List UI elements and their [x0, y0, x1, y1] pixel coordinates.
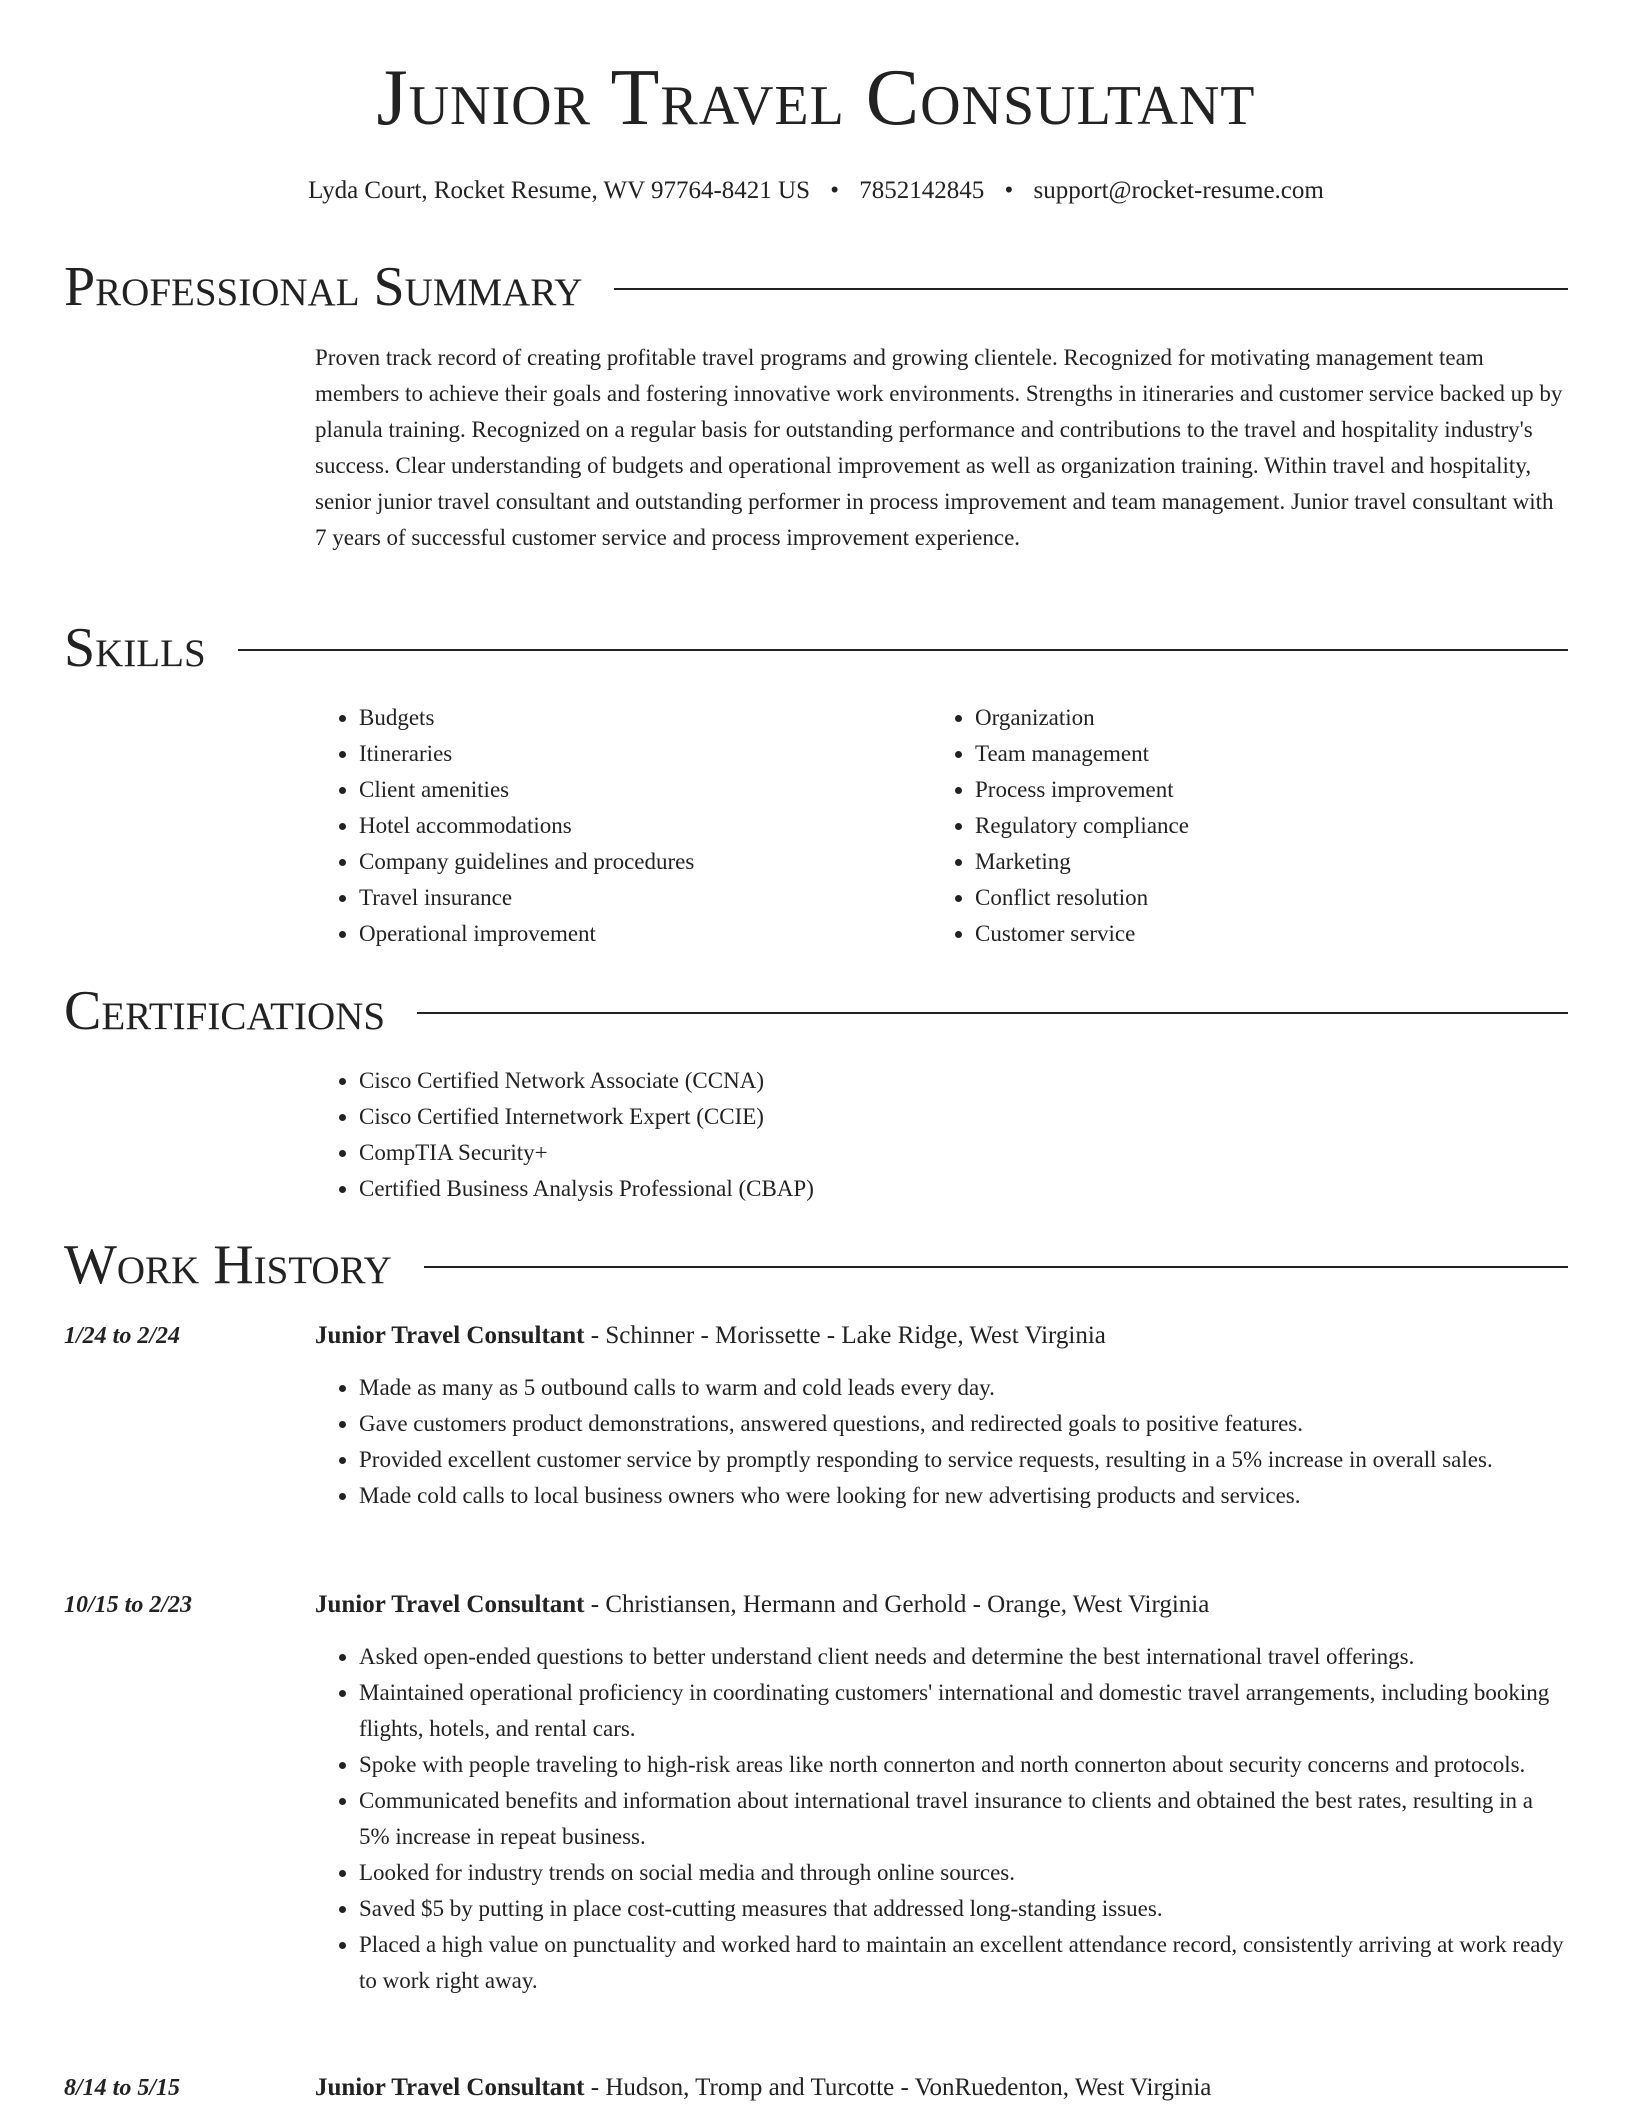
contact-separator: • — [830, 177, 840, 204]
certifications-section-title: Certifications — [64, 980, 386, 1042]
contact-line — [0, 176, 1632, 206]
contact-email: support@rocket-resume.com — [1033, 177, 1324, 204]
skills-section-title: Skills — [64, 617, 206, 679]
duty-item: • Spoke with people traveling to high-risk areas like north connerton and north connerton about security concerns and protocols. — [359, 1747, 1569, 1783]
job-employer: - Hudson, Tromp and Turcotte - VonRuedenton, West Virginia — [584, 2074, 1212, 2101]
duty-item: • Communicated benefits and information about international travel insurance to clients and obtained the best rates, resulting in a 5% increase in repeat business. — [359, 1783, 1569, 1855]
section-divider — [417, 1012, 1568, 1014]
duty-item: • Placed a high value on punctuality and worked hard to maintain an excellent attendance record, consistently arriving at work ready to work right away. — [359, 1927, 1569, 1999]
skill-item: • Marketing — [975, 844, 1491, 880]
job-dates: 1/24 to 2/24 — [64, 1323, 181, 1349]
resume-name: Junior Travel Consultant — [376, 54, 1256, 142]
skill-item: • Organization — [975, 700, 1491, 736]
certification-item: • Certified Business Analysis Professional (CBAP) — [359, 1171, 1515, 1207]
contact-address: Lyda Court, Rocket Resume, WV 97764-8421 US — [308, 177, 810, 204]
section-divider — [614, 288, 1568, 290]
section-divider — [238, 649, 1568, 651]
job-dates: 10/15 to 2/23 — [64, 1592, 193, 1618]
skill-item: • Company guidelines and procedures — [359, 844, 875, 880]
skill-item: • Travel insurance — [359, 880, 875, 916]
skill-item: • Regulatory compliance — [975, 808, 1491, 844]
certifications-bullets — [315, 1063, 1515, 1207]
job-heading — [315, 1318, 1106, 1354]
certifications-list — [315, 1063, 1515, 1207]
contact-separator: • — [1004, 177, 1014, 204]
summary-section-header — [64, 256, 1568, 318]
duties-list — [315, 1639, 1569, 1999]
duty-item: • Asked open-ended questions to better understand client needs and determine the best international travel offerings. — [359, 1639, 1569, 1675]
skills-list — [931, 700, 1491, 952]
skill-item: • Process improvement — [975, 772, 1491, 808]
skill-item: • Budgets — [359, 700, 875, 736]
work-history-section-header — [64, 1234, 1568, 1296]
duties-list — [315, 1370, 1569, 1514]
job-title: Junior Travel Consultant — [315, 2074, 585, 2101]
work-history-section-title: Work History — [64, 1234, 392, 1296]
skills-section-header — [64, 617, 1568, 679]
duty-item: • Gave customers product demonstrations, answered questions, and redirected goals to positive features. — [359, 1406, 1569, 1442]
duty-item: • Made cold calls to local business owners who were looking for new advertising products and services. — [359, 1478, 1569, 1514]
skill-item: • Conflict resolution — [975, 880, 1491, 916]
skills-column-left — [315, 700, 875, 952]
job-heading — [315, 1587, 1209, 1623]
duty-item: • Looked for industry trends on social media and through online sources. — [359, 1855, 1569, 1891]
skill-item: • Team management — [975, 736, 1491, 772]
section-divider — [424, 1266, 1568, 1268]
job-dates: 8/14 to 5/15 — [64, 2075, 181, 2101]
skill-item: • Client amenities — [359, 772, 875, 808]
certification-item: • Cisco Certified Internetwork Expert (CCIE) — [359, 1099, 1515, 1135]
duty-item: • Provided excellent customer service by promptly responding to service requests, resulting in a 5% increase in overall sales. — [359, 1442, 1569, 1478]
contact-phone: 7852142845 — [859, 177, 985, 204]
duty-item: • Made as many as 5 outbound calls to warm and cold leads every day. — [359, 1370, 1569, 1406]
skill-item: • Itineraries — [359, 736, 875, 772]
certification-item: • Cisco Certified Network Associate (CCNA) — [359, 1063, 1515, 1099]
duty-item: • Saved $5 by putting in place cost-cutting measures that addressed long-standing issues. — [359, 1891, 1569, 1927]
skill-item: • Hotel accommodations — [359, 808, 875, 844]
skills-list — [315, 700, 875, 952]
job-title: Junior Travel Consultant — [315, 1591, 585, 1618]
certifications-section-header — [64, 980, 1568, 1042]
job-title: Junior Travel Consultant — [315, 1322, 585, 1349]
skills-column-right — [931, 700, 1491, 952]
skill-item: • Customer service — [975, 916, 1491, 952]
job-heading — [315, 2070, 1211, 2106]
job-employer: - Schinner - Morissette - Lake Ridge, West Virginia — [584, 1322, 1106, 1349]
summary-section-title: Professional Summary — [64, 256, 583, 318]
summary-text: Proven track record of creating profitable travel programs and growing clientele. Recognized for motivating management team members to achieve their goals and fostering innovative work environments. Strengths in itineraries and customer service backed up by planula training. Recognized on a regular basis for outstanding performance and contributions to the travel and hospitality industry's success. Clear understanding of budgets and operational improvement as well as organization training. Within travel and hospitality, senior junior travel consultant and outstanding performer in process improvement and team management. Junior travel consultant with 7 years of successful customer service and process improvement experience. — [315, 345, 1563, 550]
duty-item: • Maintained operational proficiency in coordinating customers' international and domestic travel arrangements, including booking flights, hotels, and rental cars. — [359, 1675, 1569, 1747]
certification-item: • CompTIA Security+ — [359, 1135, 1515, 1171]
job-duties — [315, 1370, 1569, 1514]
skill-item: • Operational improvement — [359, 916, 875, 952]
job-employer: - Christiansen, Hermann and Gerhold - Orange, West Virginia — [584, 1591, 1210, 1618]
job-duties — [315, 1639, 1569, 1999]
